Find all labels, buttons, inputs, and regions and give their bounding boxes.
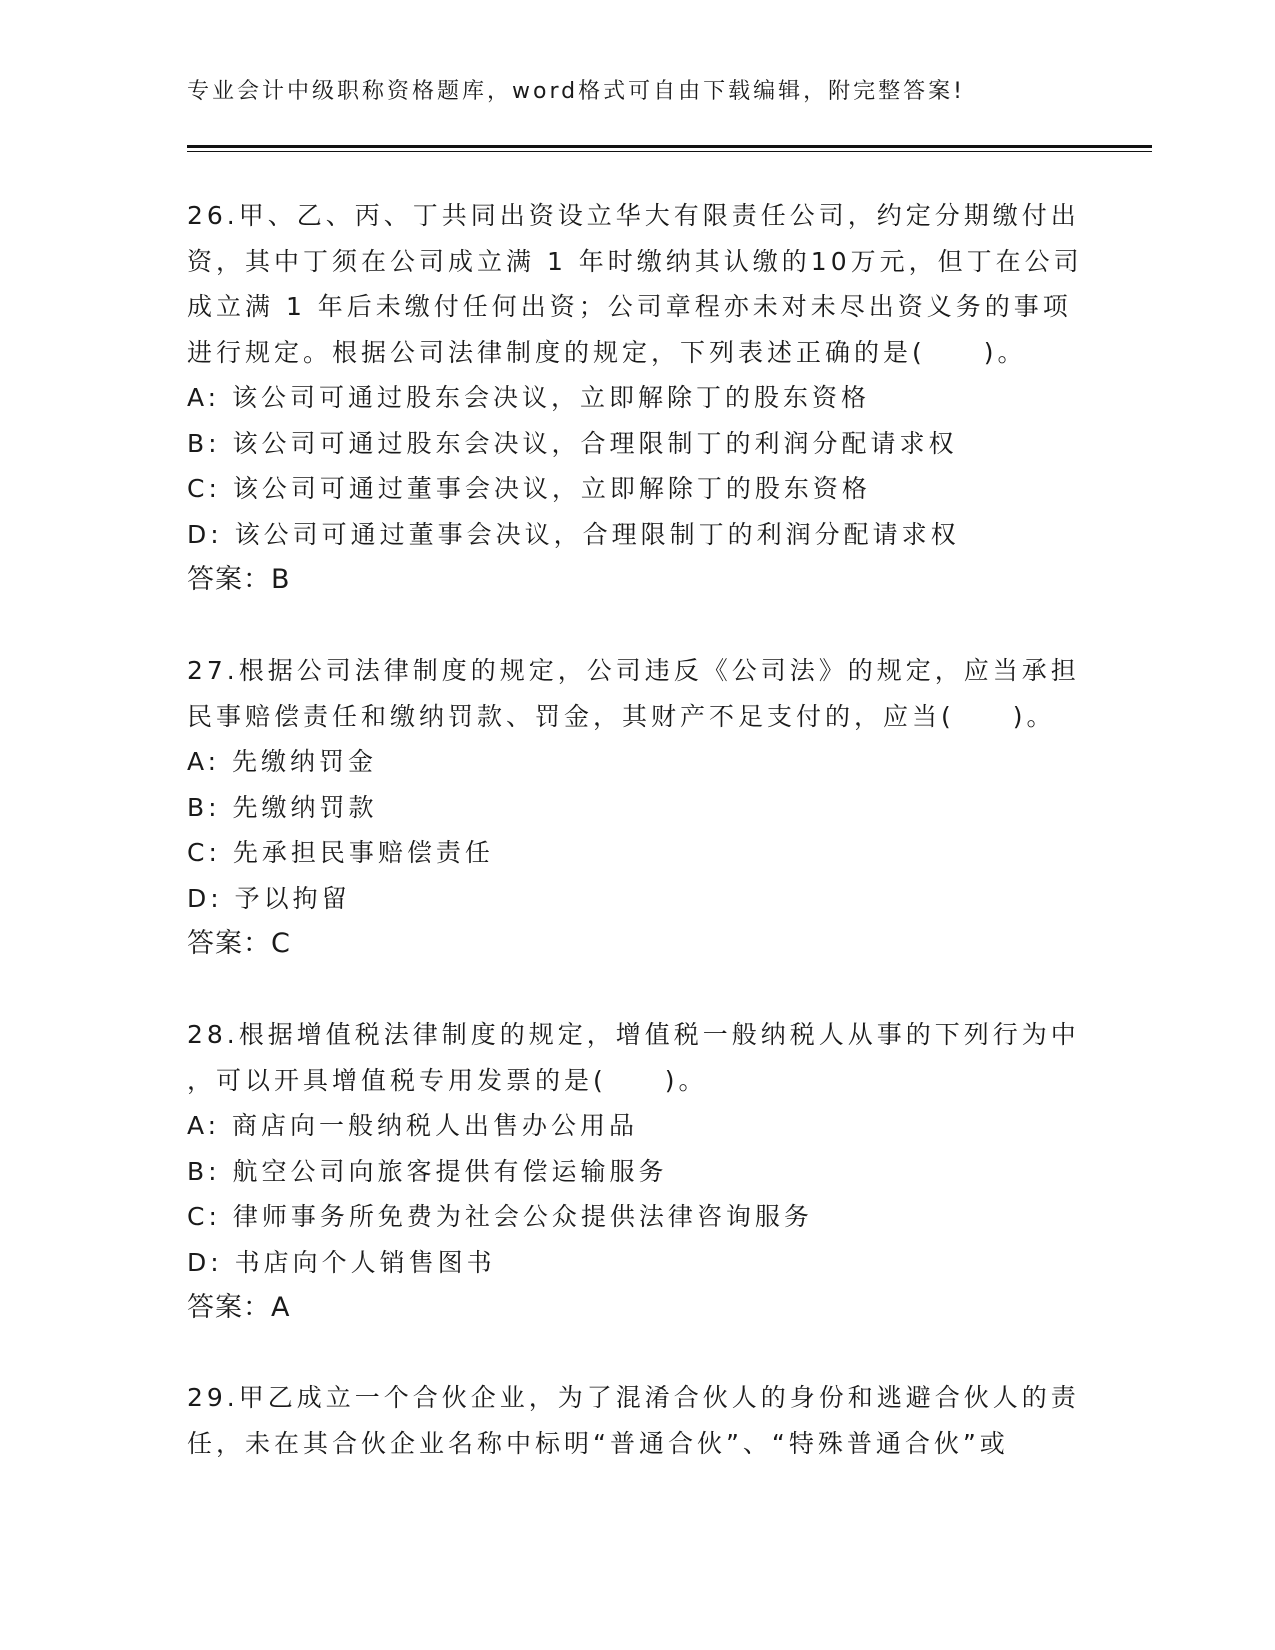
option-b: B: 航空公司向旅客提供有偿运输服务 — [187, 1156, 668, 1186]
question-text: 民事赔偿责任和缴纳罚款、罚金，其财产不足支付的，应当( )。 — [187, 701, 1056, 731]
option-c: C: 先承担民事赔偿责任 — [187, 838, 494, 867]
option-b: B: 该公司可通过股东会决议，合理限制丁的利润分配请求权 — [187, 428, 958, 458]
page-header: 专业会计中级职称资格题库，word格式可自由下载编辑，附完整答案! — [187, 79, 965, 104]
question-text: 27.根据公司法律制度的规定，公司违反《公司法》的规定，应当承担 — [187, 656, 1080, 685]
question-text: ，可以开具增值税专用发票的是( )。 — [187, 1065, 708, 1095]
answer: 答案：A — [187, 1292, 291, 1323]
question-text: 进行规定。根据公司法律制度的规定，下列表述正确的是( )。 — [187, 337, 1027, 367]
header-rule-thick — [187, 145, 1152, 148]
question-28 — [187, 1012, 1087, 1331]
option-c: C: 该公司可通过董事会决议，立即解除丁的股东资格 — [187, 474, 871, 503]
option-d: D: 书店向个人销售图书 — [187, 1247, 496, 1277]
question-text: 资，其中丁须在公司成立满 1 年时缴纳其认缴的10万元，但丁在公司 — [187, 246, 1083, 276]
option-a: A: 商店向一般纳税人出售办公用品 — [187, 1111, 639, 1140]
question-26 — [187, 193, 1087, 603]
option-b: B: 先缴纳罚款 — [187, 792, 378, 822]
question-text: 成立满 1 年后未缴付任何出资；公司章程亦未对未尽出资义务的事项 — [187, 292, 1072, 321]
option-a: A: 先缴纳罚金 — [187, 747, 378, 776]
header-rule-thin — [187, 151, 1152, 152]
question-27 — [187, 648, 1087, 967]
answer: 答案：C — [187, 928, 291, 959]
answer: 答案：B — [187, 564, 291, 595]
option-a: A: 该公司可通过股东会决议，立即解除丁的股东资格 — [187, 383, 871, 412]
option-d: D: 予以拘留 — [187, 883, 351, 913]
question-text: 26.甲、乙、丙、丁共同出资设立华大有限责任公司，约定分期缴付出 — [187, 201, 1080, 230]
question-text: 任，未在其合伙企业名称中标明“普通合伙”、“特殊普通合伙”或 — [187, 1428, 1009, 1458]
question-text: 28.根据增值税法律制度的规定，增值税一般纳税人从事的下列行为中 — [187, 1020, 1080, 1049]
question-text: 29.甲乙成立一个合伙企业，为了混淆合伙人的身份和逃避合伙人的责 — [187, 1383, 1080, 1412]
question-29 — [187, 1375, 1087, 1466]
option-d: D: 该公司可通过董事会决议，合理限制丁的利润分配请求权 — [187, 519, 960, 549]
option-c: C: 律师事务所免费为社会公众提供法律咨询服务 — [187, 1202, 813, 1231]
